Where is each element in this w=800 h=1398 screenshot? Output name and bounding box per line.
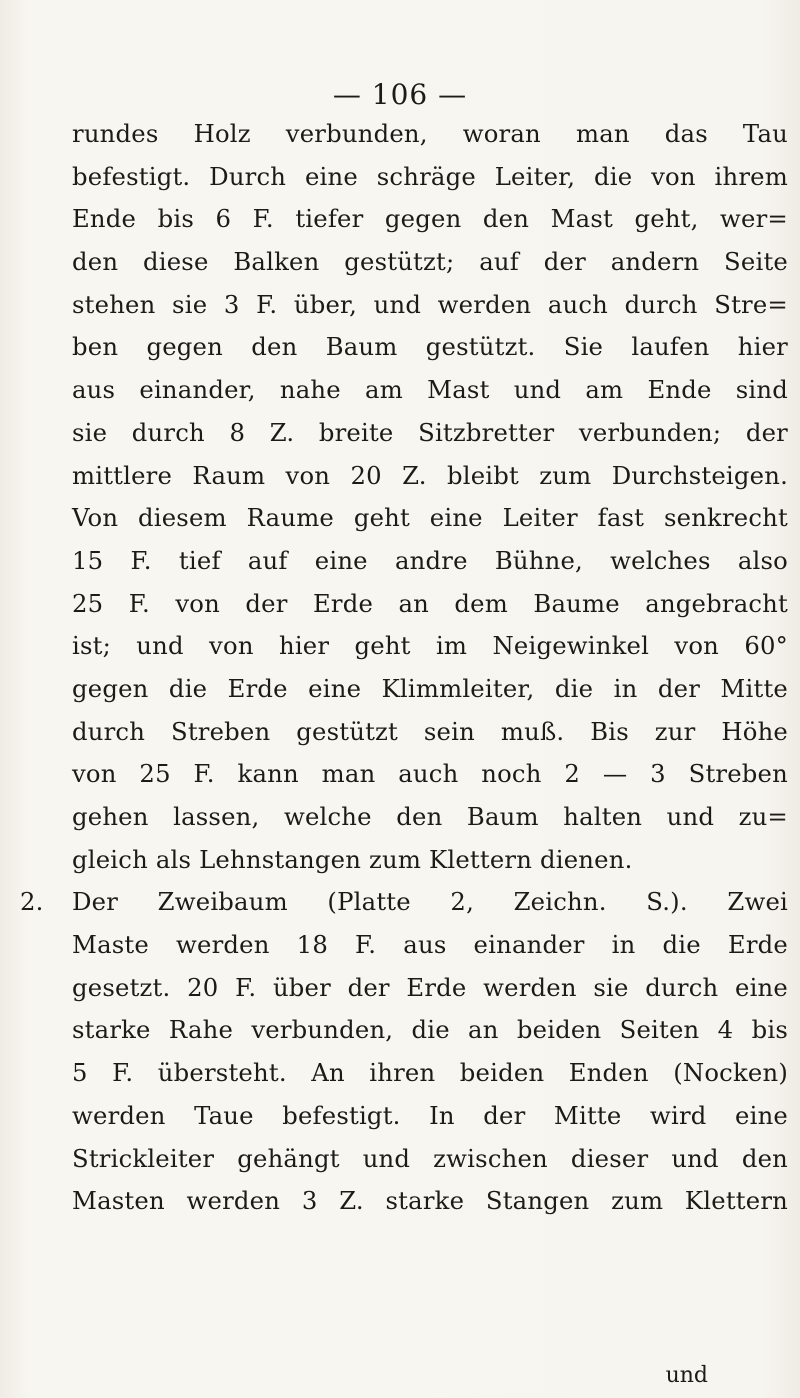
text-line: von 25 F. kann man auch noch 2 — 3 Streben [72, 759, 788, 789]
text-line: Von diesem Raume geht eine Leiter fast senkrecht [72, 503, 788, 533]
text-line: gesetzt. 20 F. über der Erde werden sie durch eine [72, 972, 788, 1002]
text-line: ist; und von hier geht im Neigewinkel von 60° [72, 631, 788, 661]
body-text [20, 113, 788, 1223]
text-line: starke Rahe verbunden, die an beiden Seiten 4 bis [72, 1015, 788, 1045]
text-line: gegen die Erde eine Klimmleiter, die in der Mitte [72, 673, 788, 703]
text-line: 5 F. übersteht. An ihren beiden Enden (Nocken) [72, 1058, 788, 1088]
text-line: den diese Balken gestützt; auf der andern Seite [72, 247, 788, 277]
section-line [20, 881, 788, 924]
text-line: 25 F. von der Erde an dem Baume angebracht [72, 588, 788, 618]
text-line: Masten werden 3 Z. starke Stangen zum Klettern [72, 1186, 788, 1216]
text-line: durch Streben gestützt sein muß. Bis zur Höhe [72, 716, 788, 746]
text-line: befestigt. Durch eine schräge Leiter, die von ihrem [72, 161, 788, 191]
text-line: mittlere Raum von 20 Z. bleibt zum Durchsteigen. [72, 460, 788, 490]
text-line: rundes Holz verbunden, woran man das Tau [72, 119, 788, 148]
text-line: ben gegen den Baum gestützt. Sie laufen hier [72, 332, 788, 362]
text-line: stehen sie 3 F. über, und werden auch durch Stre= [72, 289, 788, 319]
text-line: Ende bis 6 F. tiefer gegen den Mast geht, wer= [72, 204, 788, 234]
text-line: gleich als Lehnstangen zum Klettern dienen. [72, 844, 633, 874]
text-line: 15 F. tief auf eine andre Bühne, welches also [72, 545, 788, 575]
catchword: und [665, 1363, 708, 1388]
text-line: aus einander, nahe am Mast und am Ende sind [72, 375, 788, 405]
section-heading-text: Der Zweibaum (Platte 2, Zeichn. S.). Zwei [72, 887, 788, 917]
text-line: gehen lassen, welche den Baum halten und zu= [72, 802, 788, 831]
section-number: 2. [20, 887, 44, 917]
text-line: werden Taue befestigt. In der Mitte wird eine [72, 1100, 788, 1130]
page-number: — 106 — [332, 78, 468, 111]
text-line: Strickleiter gehängt und zwischen dieser und den [72, 1143, 788, 1173]
text-line: sie durch 8 Z. breite Sitzbretter verbunden; der [72, 417, 788, 447]
text-line: Maste werden 18 F. aus einander in die Erde [72, 930, 788, 960]
